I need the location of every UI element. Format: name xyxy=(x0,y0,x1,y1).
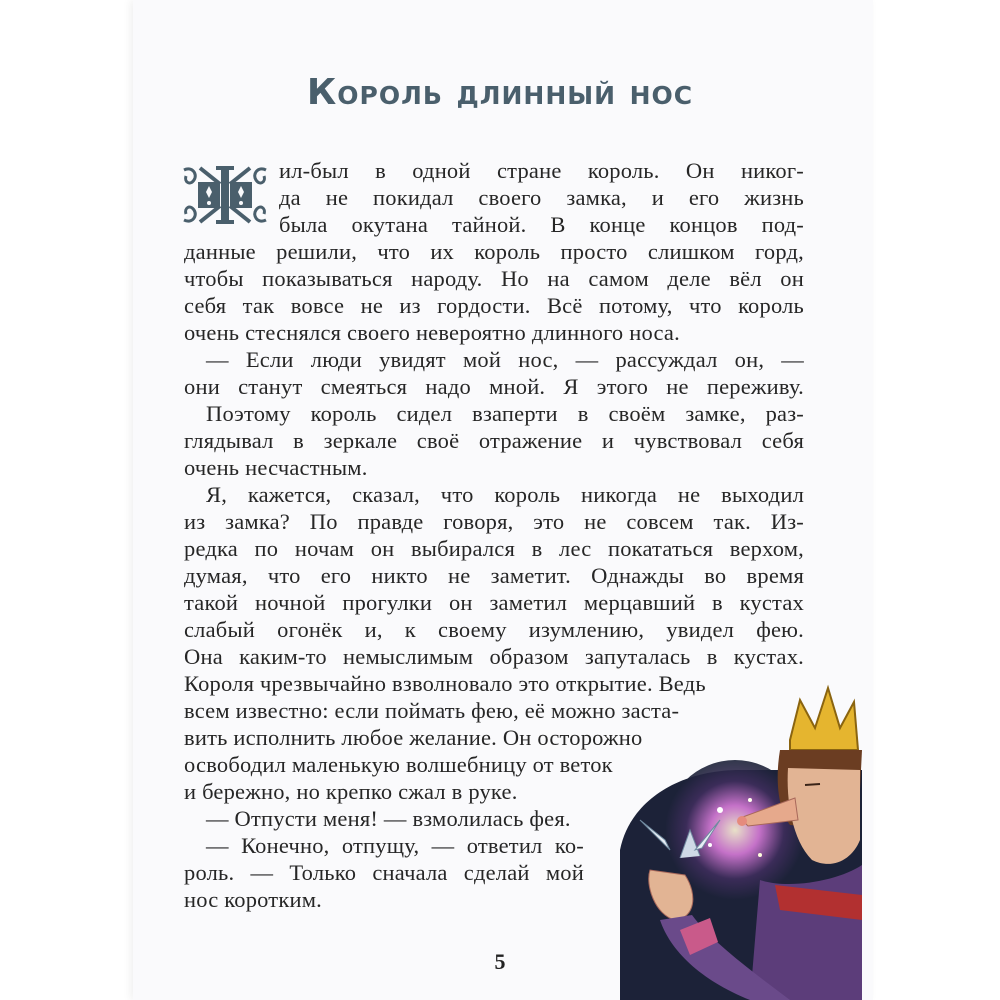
text-line: освободил маленькую волшебницу от веток xyxy=(184,752,613,777)
text-line: слабый огонёк и, к своему изумлению, увидел фею. xyxy=(184,617,804,642)
text-line: очень стеснялся своего невероятно длинного носа. xyxy=(184,320,680,345)
text-line: и бережно, но крепко сжал в руке. xyxy=(184,779,518,804)
text-line: вить исполнить любое желание. Он осторожно xyxy=(184,725,643,750)
text-line: глядывал в зеркале своё отражение и чувствовал себя xyxy=(184,428,804,453)
text-line: из замка? По правде говоря, это не совсем так. Из- xyxy=(184,509,804,534)
text-line: Я, кажется, сказал, что король никогда не выходил xyxy=(206,482,804,507)
text-line: — Конечно, отпущу, — ответил ко- xyxy=(206,833,584,858)
text-line: данные решили, что их король просто слишком горд, xyxy=(184,239,804,264)
text-line: Короля чрезвычайно взволновало это открытие. Ведь xyxy=(184,671,706,696)
text-line: они станут смеяться надо мной. Я этого не переживу. xyxy=(184,374,804,399)
text-line: роль. — Только сначала сделай мой xyxy=(184,860,584,885)
text-line: Поэтому король сидел взаперти в своём замке, раз- xyxy=(206,401,804,426)
text-line: ил-был в одной стране король. Он никог- xyxy=(279,158,804,183)
text-line: Она каким-то немыслимым образом запуталась в кустах. xyxy=(184,644,804,669)
page-title: Король длинный нос xyxy=(306,72,694,113)
text-line: думая, что его никто не заметит. Однажды во время xyxy=(184,563,804,588)
text-line: была окутана тайной. В конце концов под- xyxy=(279,212,804,237)
text-line: — Отпусти меня! — взмолилась фея. xyxy=(206,806,571,831)
text-line: чтобы показываться народу. Но на самом деле вёл он xyxy=(184,266,804,291)
text-line: нос коротким. xyxy=(184,887,322,912)
text-line: очень несчастным. xyxy=(184,455,368,480)
text-line: да не покидал своего замка, и его жизнь xyxy=(279,185,804,210)
page-number: 5 xyxy=(494,949,506,974)
text-line: такой ночной прогулки он заметил мерцавший в кустах xyxy=(184,590,804,615)
text-line: себя так вовсе не из гордости. Всё потому, что король xyxy=(184,293,804,318)
king-illustration xyxy=(600,680,862,1000)
text-line: — Если люди увидят мой нос, — рассуждал он, — xyxy=(206,347,804,372)
text-line: всем известно: если поймать фею, её можно заста- xyxy=(184,698,680,723)
text-line: редка по ночам он выбирался в лес покататься верхом, xyxy=(184,536,804,561)
